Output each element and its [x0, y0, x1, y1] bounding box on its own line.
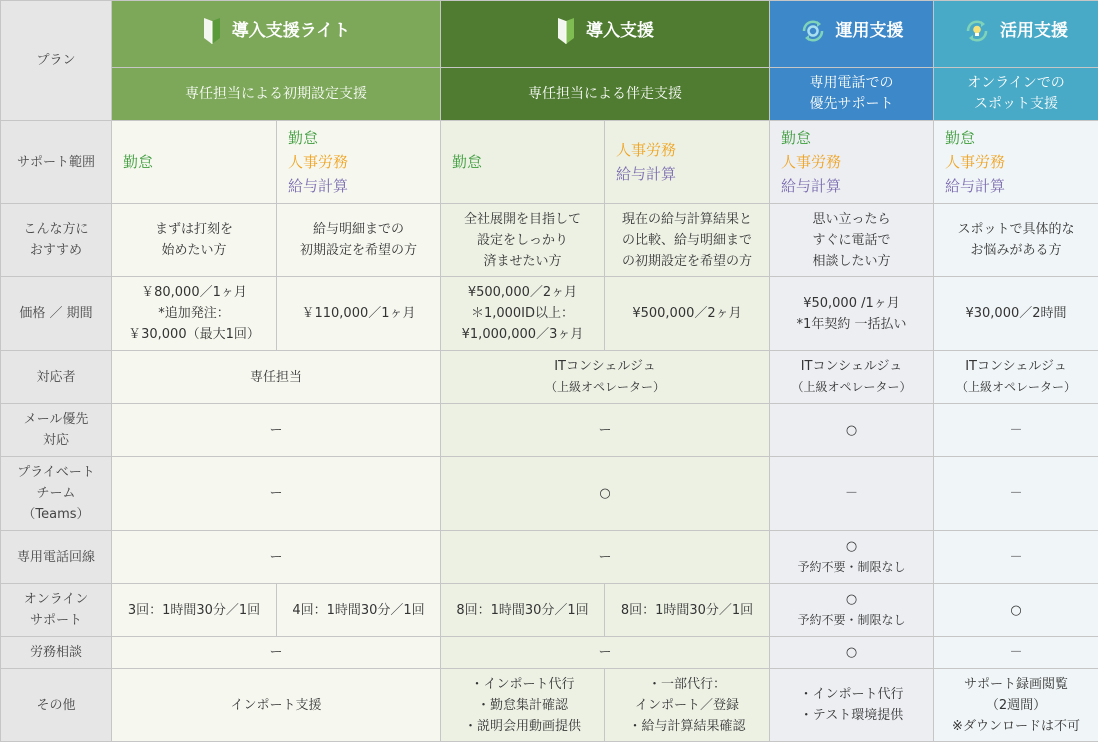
row-label-scope: サポート範囲 [1, 121, 112, 204]
online-standard-1: 8回：1時間30分／1回 [441, 584, 605, 637]
staff-standard: ITコンシェルジュ （上級オペレーター） [441, 351, 770, 404]
scope-utilization: 勤怠 人事労務 給与計算 [934, 121, 1098, 204]
phone-operation: ○ 予約不要・制限なし [770, 531, 934, 584]
plan-desc-standard: 専任担当による伴走支援 [441, 68, 770, 121]
price-lite-2: ￥110,000／1ヶ月 [277, 277, 441, 351]
row-label-labor: 労務相談 [1, 637, 112, 669]
row-label-mail: メール優先 対応 [1, 404, 112, 457]
plan-name-utilization: 活用支援 [1000, 20, 1068, 41]
target-standard-2: 現在の給与計算結果と の比較、給与明細まで の初期設定を希望の方 [605, 204, 770, 277]
price-utilization: ¥30,000／2時間 [934, 277, 1098, 351]
row-label-team: プライベート チーム （Teams） [1, 457, 112, 531]
online-lite-1: 3回：1時間30分／1回 [112, 584, 277, 637]
gear-cycle-icon [800, 18, 826, 44]
plan-desc-operation: 専用電話での 優先サポート [770, 68, 934, 121]
phone-lite: ー [112, 531, 441, 584]
price-standard-1: ¥500,000／2ヶ月 ＊1,000ID以上： ¥1,000,000／3ヶ月 [441, 277, 605, 351]
online-standard-2: 8回：1時間30分／1回 [605, 584, 770, 637]
labor-standard: ー [441, 637, 770, 669]
plan-header-operation [770, 1, 934, 68]
row-label-price: 価格 ／ 期間 [1, 277, 112, 351]
staff-operation: ITコンシェルジュ （上級オペレーター） [770, 351, 934, 404]
row-label-staff: 対応者 [1, 351, 112, 404]
team-standard: ○ [441, 457, 770, 531]
row-label-phone: 専用電話回線 [1, 531, 112, 584]
phone-utilization: － [934, 531, 1098, 584]
other-standard-2: ・一部代行： インポート／登録 ・給与計算結果確認 [605, 669, 770, 742]
other-operation: ・インポート代行 ・テスト環境提供 [770, 669, 934, 742]
price-standard-2: ¥500,000／2ヶ月 [605, 277, 770, 351]
team-lite: ー [112, 457, 441, 531]
team-utilization: － [934, 457, 1098, 531]
plan-desc-utilization: オンラインでの スポット支援 [934, 68, 1098, 121]
plan-name-standard: 導入支援 [586, 20, 654, 41]
target-utilization: スポットで具体的な お悩みがある方 [934, 204, 1098, 277]
plan-desc-lite: 専任担当による初期設定支援 [112, 68, 441, 121]
row-label-online: オンライン サポート [1, 584, 112, 637]
target-lite-2: 給与明細までの 初期設定を希望の方 [277, 204, 441, 277]
price-lite-1: ￥80,000／1ヶ月 *追加発注： ￥30,000（最大1回） [112, 277, 277, 351]
price-operation: ¥50,000 /1ヶ月 *1年契約 一括払い [770, 277, 934, 351]
target-operation: 思い立ったら すぐに電話で 相談したい方 [770, 204, 934, 277]
plan-header-utilization [934, 1, 1098, 68]
mail-standard: ー [441, 404, 770, 457]
online-operation: ○ 予約不要・制限なし [770, 584, 934, 637]
beginner-leaf-icon [202, 18, 222, 44]
labor-utilization: － [934, 637, 1098, 669]
target-standard-1: 全社展開を目指して 設定をしっかり 済ませたい方 [441, 204, 605, 277]
row-label-plan: プラン [1, 1, 112, 121]
beginner-leaf-icon [556, 18, 576, 44]
online-lite-2: 4回：1時間30分／1回 [277, 584, 441, 637]
scope-standard-2: 人事労務 給与計算 [605, 121, 770, 204]
mail-utilization: － [934, 404, 1098, 457]
other-utilization: サポート録画閲覧 （2週間） ※ダウンロードは不可 [934, 669, 1098, 742]
row-label-target: こんな方に おすすめ [1, 204, 112, 277]
scope-standard-1: 勤怠 [441, 121, 605, 204]
scope-lite-2: 勤怠 人事労務 給与計算 [277, 121, 441, 204]
plan-header-lite [112, 1, 441, 68]
row-label-other: その他 [1, 669, 112, 742]
plan-header-standard [441, 1, 770, 68]
online-utilization: ○ [934, 584, 1098, 637]
staff-lite: 専任担当 [112, 351, 441, 404]
team-operation: － [770, 457, 934, 531]
mail-operation: ○ [770, 404, 934, 457]
lightbulb-cycle-icon [964, 18, 990, 44]
scope-lite-1: 勤怠 [112, 121, 277, 204]
plan-name-operation: 運用支援 [835, 20, 904, 41]
labor-operation: ○ [770, 637, 934, 669]
staff-utilization: ITコンシェルジュ （上級オペレーター） [934, 351, 1098, 404]
plan-name-lite: 導入支援ライト [231, 20, 351, 41]
other-standard-1: ・インポート代行 ・勤怠集計確認 ・説明会用動画提供 [441, 669, 605, 742]
scope-operation: 勤怠 人事労務 給与計算 [770, 121, 934, 204]
mail-lite: ー [112, 404, 441, 457]
target-lite-1: まずは打刻を 始めたい方 [112, 204, 277, 277]
labor-lite: ー [112, 637, 441, 669]
phone-standard: ー [441, 531, 770, 584]
other-lite: インポート支援 [112, 669, 441, 742]
